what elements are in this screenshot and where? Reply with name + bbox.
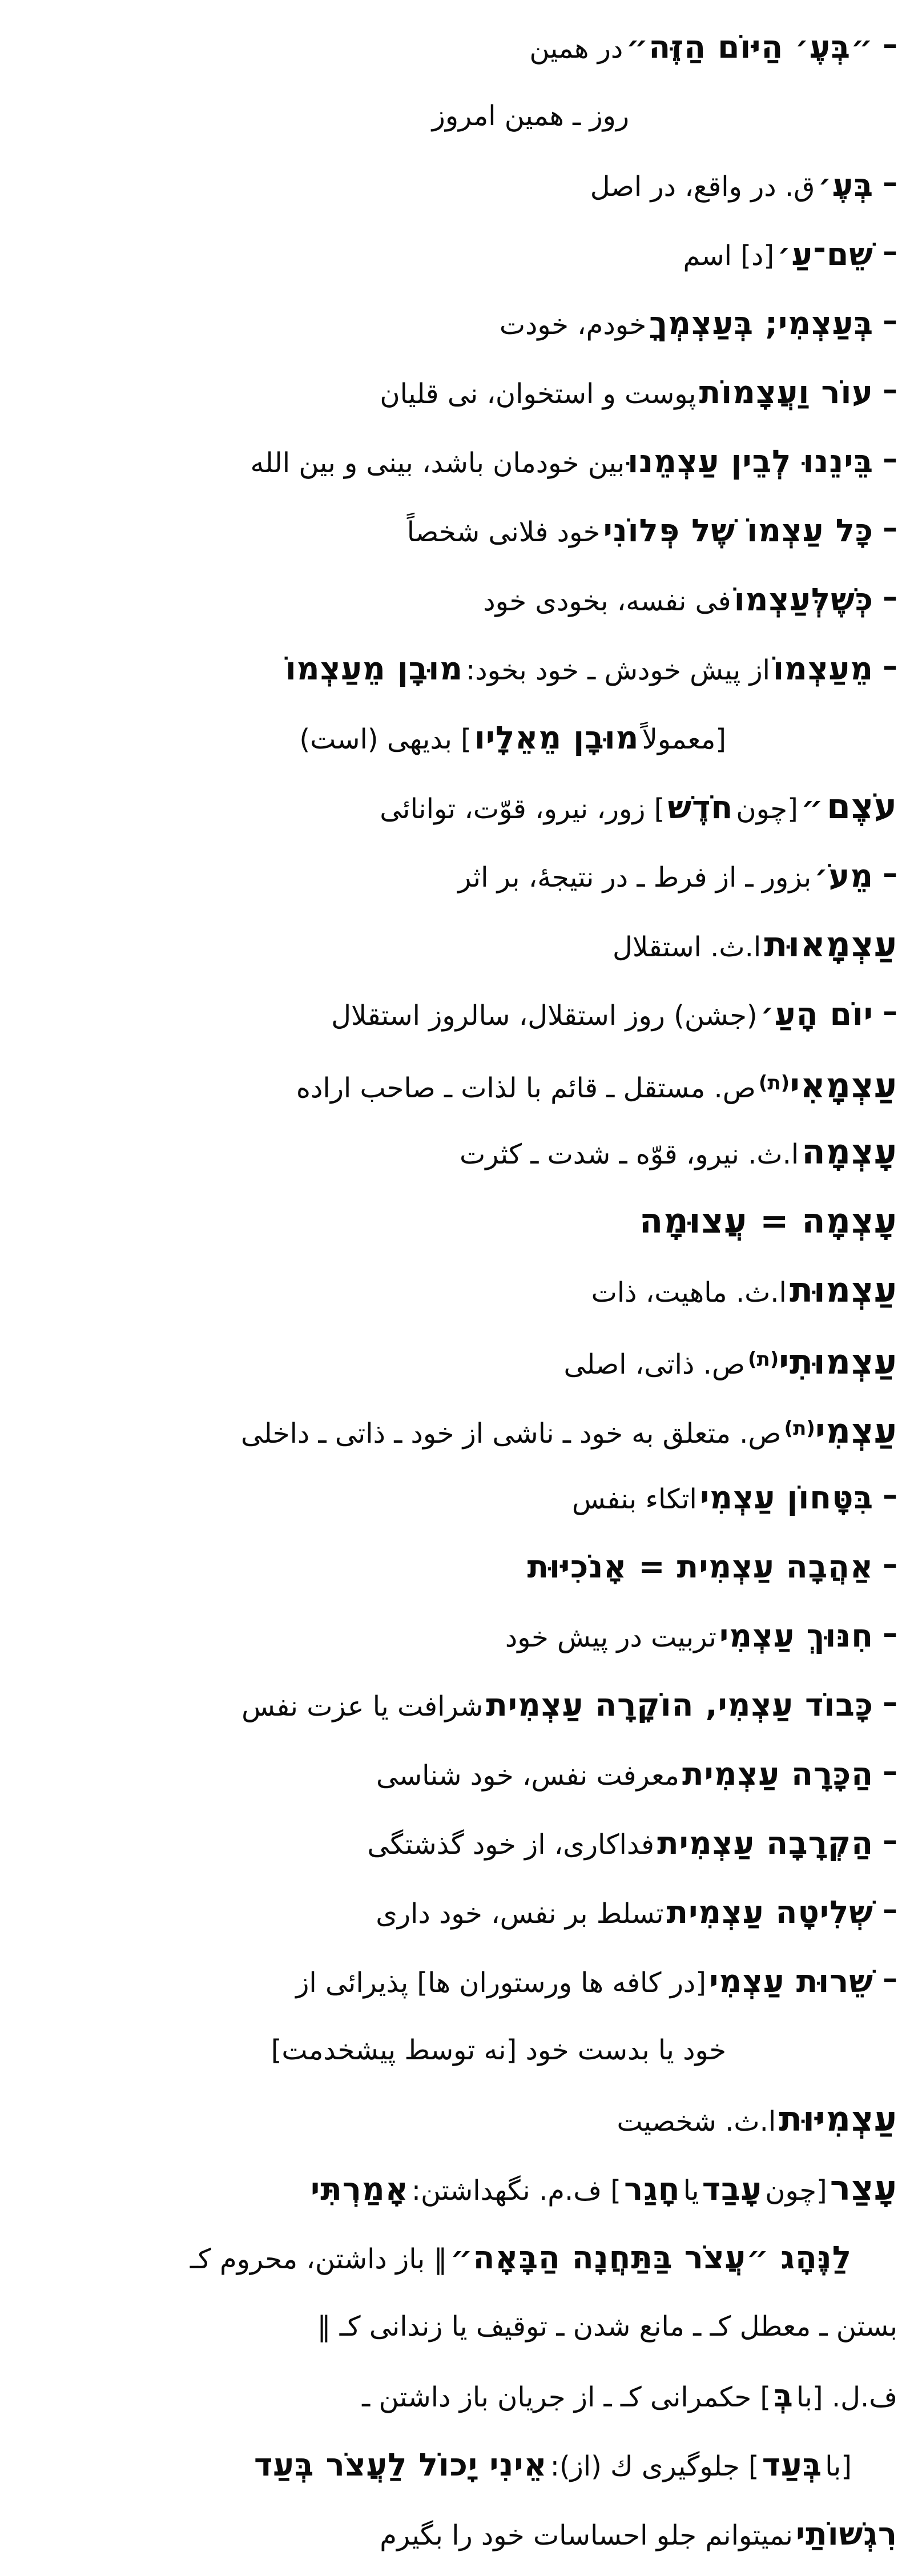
hebrew-text: בְּעַד <box>762 2446 823 2483</box>
persian-text: ا.ث. شخصیت <box>617 2106 776 2138</box>
entry-line <box>14 151 897 220</box>
hebrew-text: אַהֲבָה עַצְמִית = אָנֹכִיּוּת <box>527 1548 873 1585</box>
persian-text: [با <box>825 2450 852 2482</box>
entry-line <box>14 1740 897 1809</box>
persian-text: فی نفسه، بخودی خود <box>483 585 731 617</box>
hebrew-text: שְׁלִיטָה עַצְמִית <box>666 1894 873 1930</box>
entry-line <box>14 1463 897 1532</box>
entry-dash: – <box>883 649 897 683</box>
hebrew-text: הַכָּרָה עַצְמִית <box>682 1756 873 1792</box>
hebrew-text: עוֹר וַעֲצָמוֹת <box>699 374 873 410</box>
entry-atsar <box>14 2154 897 2569</box>
hebrew-text: עַצְמָאוּת <box>764 925 897 965</box>
entry-line <box>14 911 897 980</box>
hebrew-text: כְּשֶׁלְּעַצְמוֹ <box>734 581 873 618</box>
hebrew-text: חִנּוּךְ עַצְמִי <box>719 1617 873 1654</box>
entry-or-vaatsamot <box>14 358 897 427</box>
entry-line <box>14 2292 897 2361</box>
persian-text: روز ـ همین امروز <box>432 100 629 132</box>
entry-dash: – <box>883 1962 897 1996</box>
entry-line <box>14 358 897 427</box>
hebrew-text: עָבַד <box>702 2171 763 2207</box>
hebrew-text: שֵׁם־עַ׳ <box>777 236 873 272</box>
entry-line <box>14 2361 897 2430</box>
entry-dash: – <box>883 995 897 1029</box>
persian-text: ] حکمرانی كـ ـ از جریان باز داشتن ـ <box>362 2381 771 2413</box>
entry-dash: – <box>883 442 897 476</box>
entry-line <box>14 772 897 842</box>
entry-line <box>14 980 897 1049</box>
persian-text: اتکاء بنفس <box>571 1483 697 1515</box>
hebrew-text: רִגְשׁוֹתַי <box>795 2515 897 2552</box>
entry-be-etsem-hayom-hazeh <box>14 13 897 151</box>
entry-shlita-atsmit <box>14 1878 897 1947</box>
persian-text: خودم، خودت <box>499 309 647 341</box>
persian-text: ] جلوگیری ك (از): <box>550 2450 759 2482</box>
entry-line <box>14 2016 897 2085</box>
hebrew-text: ״בְּעֶ׳ הַיּוֹם הַזֶּה״ <box>626 29 873 65</box>
entry-dash: – <box>883 166 897 200</box>
entry-line <box>14 565 897 634</box>
entry-beatsmi-beatsmekha <box>14 289 897 358</box>
persian-text: ‖ باز داشتن، محروم كـ <box>190 2243 448 2275</box>
entry-line <box>14 1878 897 1947</box>
entry-line <box>14 289 897 358</box>
entry-line <box>14 496 897 565</box>
entry-dash: – <box>883 373 897 407</box>
entry-dash: – <box>883 1685 897 1720</box>
hebrew-text: בֵּינֵנוּ לְבֵין עַצְמֵנוּ <box>627 443 873 480</box>
hebrew-text: עַצְמִיּוּת <box>779 2099 897 2139</box>
hebrew-text: עָצְמָה <box>802 1132 897 1172</box>
persian-text: یا <box>683 2175 699 2207</box>
entry-me-otsem <box>14 842 897 911</box>
hebrew-text: עָצַר <box>830 2168 897 2208</box>
entry-me-atsmo <box>14 634 897 772</box>
entry-dash: – <box>883 580 897 614</box>
persian-text: نمیتوانم جلو احساسات خود را بگیرم <box>380 2519 793 2551</box>
entry-shem-etsem <box>14 220 897 289</box>
entry-atsmiyut <box>14 2085 897 2154</box>
entry-hakrava-atsmit <box>14 1809 897 1878</box>
entry-dash: – <box>883 1824 897 1858</box>
entry-line <box>14 1325 897 1394</box>
persian-text: خود یا بدست خود [نه توسط پیشخدمت] <box>271 2034 726 2066</box>
hebrew-text: (ת) <box>784 1417 815 1440</box>
entry-line <box>14 1394 897 1463</box>
hebrew-text: כָּל עַצְמוֹ שֶׁל פְּלוֹנִי <box>603 512 873 549</box>
entry-dash: – <box>883 1616 897 1651</box>
entry-dash: – <box>883 856 897 891</box>
hebrew-text: עֹצֶם <box>827 787 897 827</box>
entry-line <box>14 1809 897 1878</box>
hebrew-text: אֵינִי יָכוֹל לַעֲצֹר בְּעַד <box>254 2446 547 2483</box>
hebrew-text: בְּ <box>774 2377 794 2414</box>
hebrew-text: מוּבָן מֵאֵלָיו <box>474 719 639 756</box>
entry-line <box>14 1947 897 2016</box>
entry-atsmaut <box>14 911 897 980</box>
entry-line <box>14 13 897 82</box>
persian-text: (جشن) روز استقلال، سالروز استقلال <box>331 1000 758 1032</box>
entry-dash: – <box>883 27 897 62</box>
entry-atsmuti <box>14 1325 897 1394</box>
hebrew-text: ״ <box>800 789 824 826</box>
persian-text: ا.ث. نیرو، قوّه ـ شدت ـ کثرت <box>460 1138 799 1170</box>
hebrew-text: חֹדֶשׁ <box>667 789 734 826</box>
hebrew-text: לַנֶּהָג ״עֲצֹר בַּתַּחֲנָה הַבָּאָה״ <box>450 2239 852 2276</box>
persian-text: تربیت در پیش خود <box>505 1621 716 1653</box>
hebrew-text: בְּעַצְמִי; בְּעַצְמְךָ <box>649 305 873 341</box>
entry-otsma-atsuma <box>14 1187 897 1256</box>
persian-text: ] زور، نیرو، قوّت، توانائی <box>380 793 665 825</box>
persian-text: ا.ث. استقلال <box>613 931 762 963</box>
persian-text: تسلط بر نفس، خود داری <box>376 1898 664 1930</box>
entry-ahava-atsmit <box>14 1532 897 1601</box>
persian-text: ص. متعلق به خود ـ ناشی از خود ـ ذاتی ـ داخلی <box>241 1418 782 1450</box>
persian-text: [در کافه ها ورستوران ها] پذیرائی از <box>296 1967 707 1999</box>
hebrew-text: מוּבָן מֵעַצְמוֹ <box>285 650 463 687</box>
persian-text: ق. در واقع، در اصل <box>590 171 815 203</box>
entry-line <box>14 842 897 911</box>
entry-line <box>14 1118 897 1187</box>
entry-dash: – <box>883 304 897 338</box>
entry-line <box>14 1187 897 1256</box>
persian-text: بین خودمان باشد، بینی و بین الله <box>250 447 625 479</box>
persian-text: ف.ل. [با <box>796 2381 897 2413</box>
entry-dash: – <box>883 1754 897 1789</box>
entry-line <box>14 427 897 496</box>
entry-chinukh-atsmi <box>14 1601 897 1671</box>
entry-dash: – <box>883 235 897 269</box>
persian-text: در همین <box>529 33 623 65</box>
hebrew-text: עַצְמִי <box>815 1411 897 1451</box>
hebrew-text: הַקְרָבָה עַצְמִית <box>657 1825 873 1861</box>
hebrew-text: אָמַרְתִּי <box>311 2171 409 2207</box>
entry-line <box>14 634 897 703</box>
hebrew-text: עַצְמָאִי <box>790 1066 897 1106</box>
entry-line <box>14 2223 897 2292</box>
entry-otsma <box>14 1118 897 1187</box>
entry-kol-atsmo-shel-ploni <box>14 496 897 565</box>
persian-text: ] بدیهی (است) <box>299 723 472 755</box>
hebrew-text: שֵׁרוּת עַצְמִי <box>709 1963 873 1999</box>
entry-be-etsem <box>14 151 897 220</box>
hebrew-text: מֵעַצְמוֹ <box>773 650 873 687</box>
persian-text: [د] اسم <box>683 240 775 272</box>
entry-keshele-atsmo <box>14 565 897 634</box>
entry-line <box>14 1256 897 1325</box>
entry-line <box>14 1601 897 1671</box>
persian-text: خود فلانی شخصاً <box>406 516 601 548</box>
entry-yom-haatsmaut <box>14 980 897 1049</box>
entry-atsmi <box>14 1394 897 1463</box>
hebrew-text: (ת) <box>747 1348 779 1371</box>
entry-kavod-atsmi <box>14 1671 897 1740</box>
persian-text: ص. ذاتی، اصلی <box>563 1349 745 1380</box>
entry-line <box>14 2430 897 2499</box>
persian-text: [چون <box>736 793 798 825</box>
entry-sherut-atsmi <box>14 1947 897 2085</box>
hebrew-text: מֵעֹ׳ <box>814 858 873 894</box>
entry-dash: – <box>883 511 897 545</box>
persian-text: بزور ـ از فرط ـ در نتیجهٔ، بر اثر <box>458 862 812 893</box>
entry-atsmut <box>14 1256 897 1325</box>
entry-dash: – <box>883 1478 897 1512</box>
hebrew-text: עַצְמוּת <box>789 1270 897 1310</box>
entry-otsem <box>14 772 897 842</box>
persian-text: ص. مستقل ـ قائم با لذات ـ صاحب اراده <box>296 1072 756 1104</box>
hebrew-text: בִּטָּחוֹן עַצְמִי <box>699 1479 873 1516</box>
entry-bitachon-atsmi <box>14 1463 897 1532</box>
entry-line <box>14 703 897 772</box>
entry-dash: – <box>883 1547 897 1581</box>
hebrew-text: עָצְמָה = עֲצוּמָה <box>639 1201 897 1241</box>
dictionary-page <box>14 13 897 2575</box>
entry-line <box>14 1049 897 1118</box>
persian-text: از پیش خودش ـ خود بخود: <box>466 654 770 686</box>
persian-text: بستن ـ معطل كـ ـ مانع شدن ـ توقیف یا زندانی كـ ‖ <box>317 2311 897 2342</box>
hebrew-text: כָּבוֹד עַצְמִי, הוֹקָרָה עַצְמִית <box>486 1687 873 1723</box>
entry-line <box>14 2085 897 2154</box>
hebrew-text: יוֹם הָעַ׳ <box>760 996 873 1032</box>
entry-line <box>14 82 897 151</box>
entry-line <box>14 2499 897 2569</box>
persian-text: [چون <box>765 2175 827 2207</box>
persian-text: ا.ث. ماهیت، ذات <box>591 1277 787 1309</box>
entry-atsmai <box>14 1049 897 1118</box>
persian-text: [معمولاً <box>642 723 726 755</box>
hebrew-text: (ת) <box>758 1072 790 1094</box>
entry-line <box>14 1532 897 1601</box>
entry-dash: – <box>883 1893 897 1927</box>
entry-line <box>14 1671 897 1740</box>
entry-beinenu-leven-atsmenu <box>14 427 897 496</box>
hebrew-text: חָגַר <box>624 2171 681 2207</box>
persian-text: پوست و استخوان، نی قلیان <box>380 378 696 410</box>
persian-text: شرافت یا عزت نفس <box>241 1690 484 1722</box>
persian-text: ] ف.م. نگهداشتن: <box>411 2175 621 2207</box>
entry-hakara-atsmit <box>14 1740 897 1809</box>
hebrew-text: עַצְמוּתִי <box>779 1342 897 1382</box>
hebrew-text: בְּעֶ׳ <box>818 167 873 203</box>
persian-text: معرفت نفس، خود شناسی <box>376 1760 679 1792</box>
entry-line <box>14 2154 897 2223</box>
persian-text: فداکاری، از خود گذشتگی <box>367 1829 654 1861</box>
entry-line <box>14 220 897 289</box>
